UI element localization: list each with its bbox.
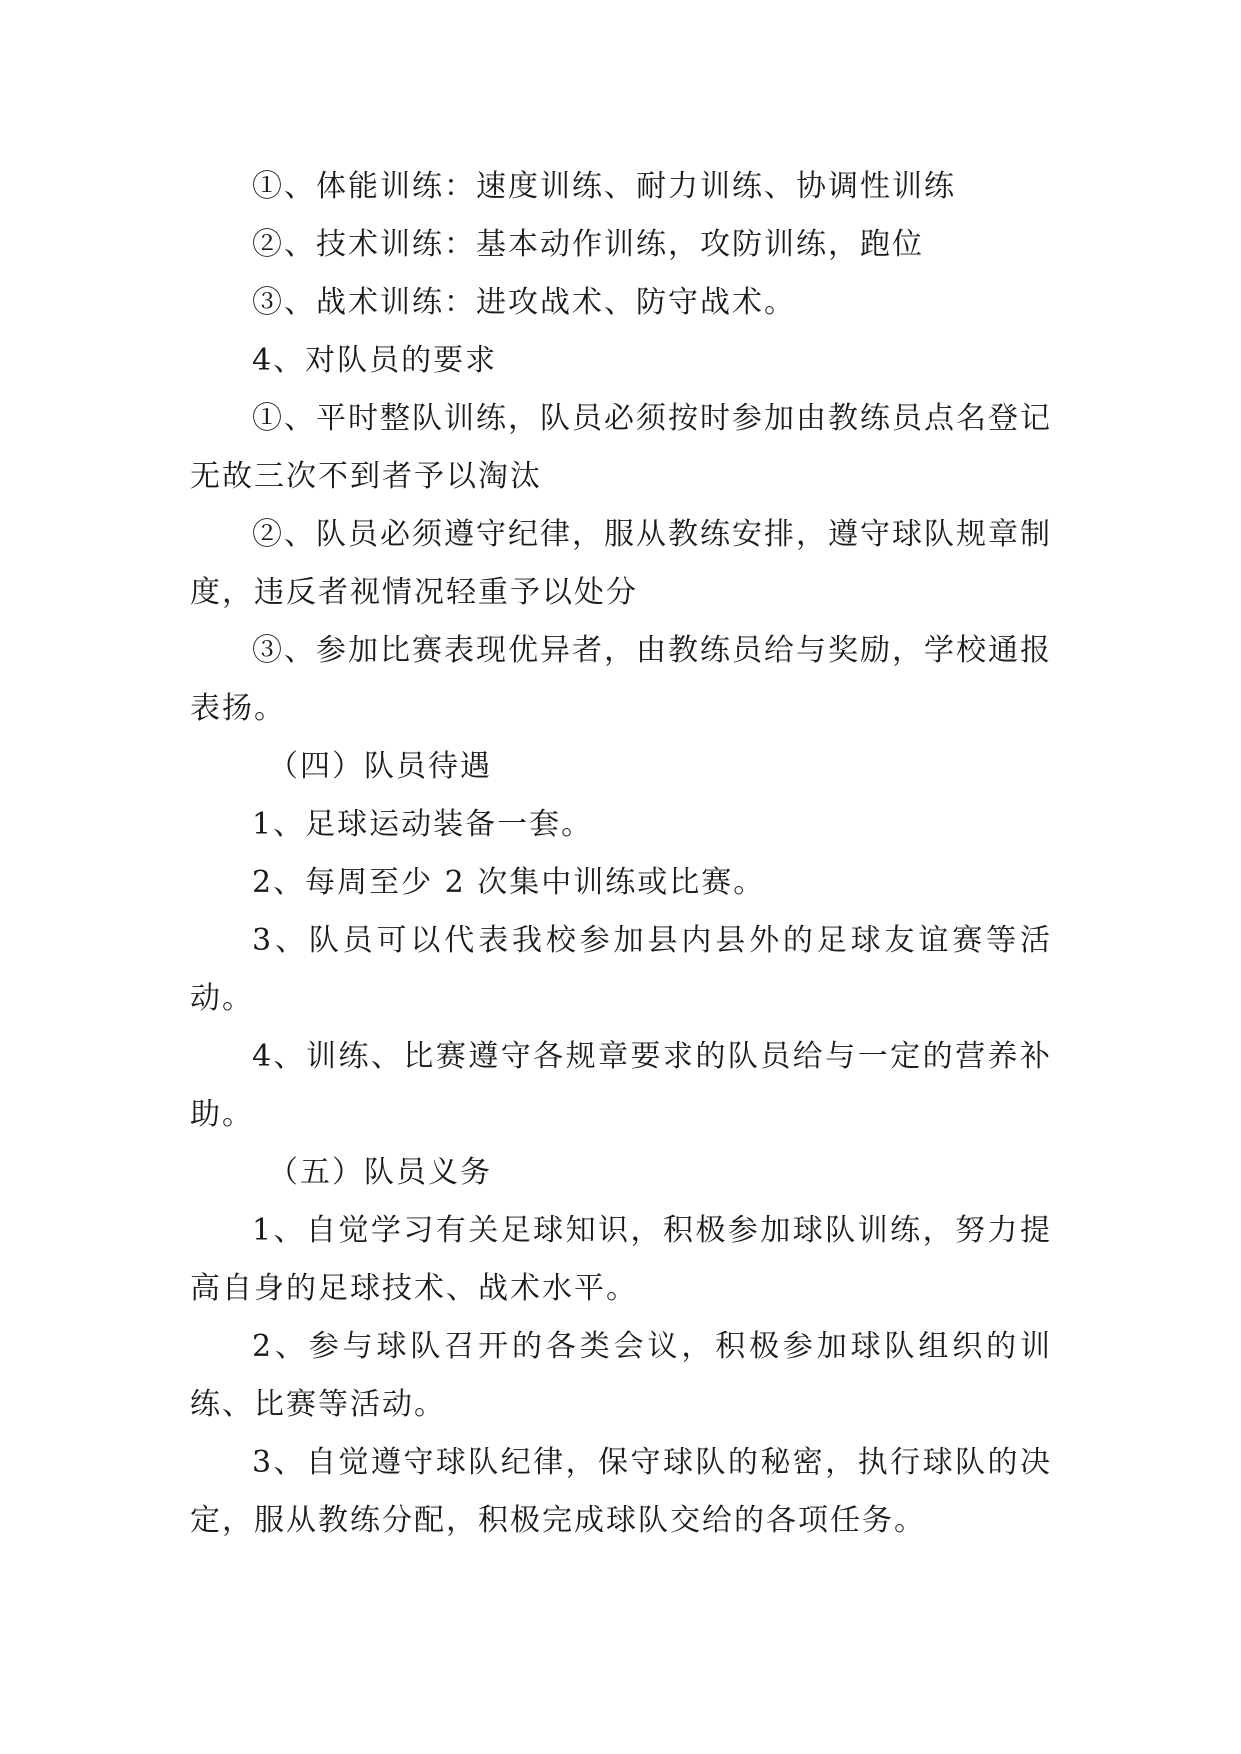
paragraph-benefit-training: 2、每周至少 2 次集中训练或比赛。	[252, 865, 766, 900]
paragraph-requirement-discipline: ②、队员必须遵守纪律，服从教练安排，遵守球队规章制度，违反者视情况轻重予以处分	[190, 517, 1052, 610]
section-heading-duties: （五）队员义务	[268, 1155, 492, 1190]
paragraph-requirement-reward: ③、参加比赛表现优异者，由教练员给与奖励，学校通报表扬。	[190, 633, 1052, 726]
document-body	[190, 158, 1052, 1550]
paragraph-player-requirements-title: 4、对队员的要求	[252, 343, 498, 378]
paragraph-training-tactical: ③、战术训练：进攻战术、防守战术。	[252, 285, 796, 320]
paragraph-duty-meetings: 2、参与球队召开的各类会议，积极参加球队组织的训练、比赛等活动。	[190, 1329, 1052, 1422]
paragraph-training-technical: ②、技术训练：基本动作训练，攻防训练，跑位	[252, 227, 924, 262]
paragraph-benefit-matches: 3、队员可以代表我校参加县内县外的足球友谊赛等活动。	[190, 923, 1052, 1016]
paragraph-duty-discipline: 3、自觉遵守球队纪律，保守球队的秘密，执行球队的决定，服从教练分配，积极完成球队交给的各项任务。	[190, 1445, 1052, 1538]
paragraph-requirement-attendance: ①、平时整队训练，队员必须按时参加由教练员点名登记无故三次不到者予以淘汰	[190, 401, 1052, 494]
paragraph-duty-learning: 1、自觉学习有关足球知识，积极参加球队训练，努力提高自身的足球技术、战术水平。	[190, 1213, 1052, 1306]
section-heading-benefits: （四）队员待遇	[268, 749, 492, 784]
paragraph-benefit-equipment: 1、足球运动装备一套。	[252, 807, 594, 842]
paragraph-training-physical: ①、体能训练：速度训练、耐力训练、协调性训练	[252, 169, 956, 204]
paragraph-benefit-subsidy: 4、训练、比赛遵守各规章要求的队员给与一定的营养补助。	[190, 1039, 1052, 1132]
